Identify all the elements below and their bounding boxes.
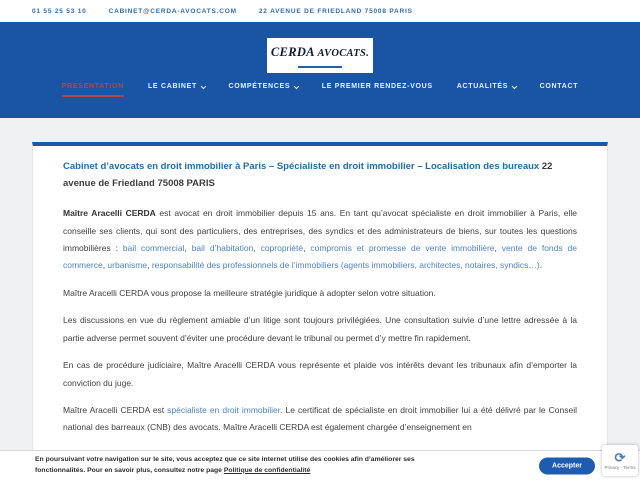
article-card: [32, 142, 608, 480]
page-title: [63, 158, 577, 192]
nav-label: PRÉSENTATION: [61, 83, 124, 90]
nav-item-contact[interactable]: [540, 83, 579, 97]
recaptcha-privacy-terms: Privacy - Terms: [604, 465, 636, 470]
inline-link[interactable]: Politique de confidentialité: [223, 466, 311, 474]
recaptcha-badge[interactable]: [602, 445, 638, 476]
email-link[interactable]: CABINET@CERDA-AVOCATS.COM: [108, 7, 237, 15]
text-segment: 22 avenue de Friedland 75008 PARIS: [63, 161, 553, 190]
logo-text: [267, 45, 373, 60]
phone-link[interactable]: 01 55 25 53 10: [32, 7, 87, 15]
inline-link[interactable]: spécialiste en droit immobilier: [167, 404, 281, 415]
paragraph-intro: Maître Aracelli CERDA est avocat en droit immobilier depuis 15 ans. En tant qu’avocat spécialiste en droit immobilier à Paris, elle conseille ses clients, qui sont des particuliers, des entreprises, des syndics et des administrateurs de biens, sur toutes les questions immobilières : bail commercial, bail d’habitation, copropriété, compromis et promesse de vente immobilière, vente de fonds de commerce, urbanisme, responsabilité des professionnels de l’immobiliers (agents immobiliers, architectes, notaires, syndics…).: [63, 208, 577, 271]
logo-name: CERDA: [270, 45, 315, 59]
chevron-down-icon: [201, 83, 206, 88]
inline-link[interactable]: bail commercial: [122, 243, 185, 254]
logo[interactable]: [267, 38, 373, 73]
nav-label: ACTUALITÉS: [456, 83, 509, 90]
nav-item-premier-rendez-vous[interactable]: [322, 83, 433, 97]
text-segment: Cabinet d’avocats en droit immobilier à Paris – Spécialiste en droit immobilier – Localisation des bureaux: [63, 161, 542, 172]
logo-suffix: AVOCATS.: [317, 48, 370, 59]
inline-link[interactable]: vente de fonds de commerce: [63, 243, 577, 271]
nav-item-actualites[interactable]: [457, 83, 516, 97]
nav-label: COMPÉTENCES: [228, 83, 291, 90]
chevron-down-icon: [294, 83, 299, 88]
content-area: [0, 118, 640, 480]
nav-label: LE PREMIER RENDEZ-VOUS: [321, 83, 433, 90]
top-contact-bar: [0, 0, 640, 22]
inline-link[interactable]: compromis et promesse de vente immobilière: [310, 243, 495, 254]
header-band: [0, 22, 640, 118]
nav-item-le-cabinet[interactable]: [148, 83, 205, 97]
nav-label: CONTACT: [539, 83, 579, 90]
cookie-banner: [0, 450, 640, 480]
bold-text: Maître Aracelli CERDA: [63, 208, 156, 219]
inline-link[interactable]: urbanisme: [107, 260, 148, 271]
logo-underline: [298, 66, 342, 68]
chevron-down-icon: [512, 83, 517, 88]
nav-item-competences[interactable]: [228, 83, 297, 97]
cookie-message: En poursuivant votre navigation sur le site, vous acceptez que ce site internet utilise des cookies afin d’améliorer ses fonctionnalités. Pour en savoir plus, consultez notre page Politique de confidentialité: [35, 455, 415, 474]
paragraph-specialiste: Maître Aracelli CERDA est spécialiste en droit immobilier. Le certificat de spécialiste en droit immobilier lui a été délivré par le Conseil national des barreaux (CNB) des avocats. Maître Aracelli CERDA est également chargée d’enseignement en: [63, 404, 577, 433]
address-text: 22 AVENUE DE FRIEDLAND 75008 PARIS: [258, 7, 413, 15]
nav-label: LE CABINET: [147, 83, 197, 90]
inline-link[interactable]: responsabilité des professionnels de l’immobiliers (agents immobiliers, architectes, notaires, syndics…): [151, 260, 540, 271]
inline-link[interactable]: bail d’habitation: [191, 243, 254, 254]
recaptcha-icon: ⟳: [614, 450, 626, 465]
main-nav: [0, 83, 640, 97]
accept-cookies-button[interactable]: Accepter: [539, 457, 595, 474]
paragraph-procedure: En cas de procédure judiciaire, Maître Aracelli CERDA vous représente et plaide vos intérêts devant les tribunaux afin d’emporter la conviction du juge.: [63, 360, 577, 388]
nav-item-presentation[interactable]: [62, 83, 124, 97]
paragraph-strategy: Maître Aracelli CERDA vous propose la meilleure stratégie juridique à adopter selon votre situation.: [63, 287, 436, 298]
paragraph-reglement-amiable: Les discussions en vue du règlement amiable d’un litige sont toujours privilégiées. Une consultation suivie d’une lettre adressée à la partie adverse permet souvent d’éviter une procédure devant le tribunal ou permet d’y mettre fin rapidement.: [63, 315, 577, 343]
inline-link[interactable]: copropriété: [260, 243, 304, 254]
